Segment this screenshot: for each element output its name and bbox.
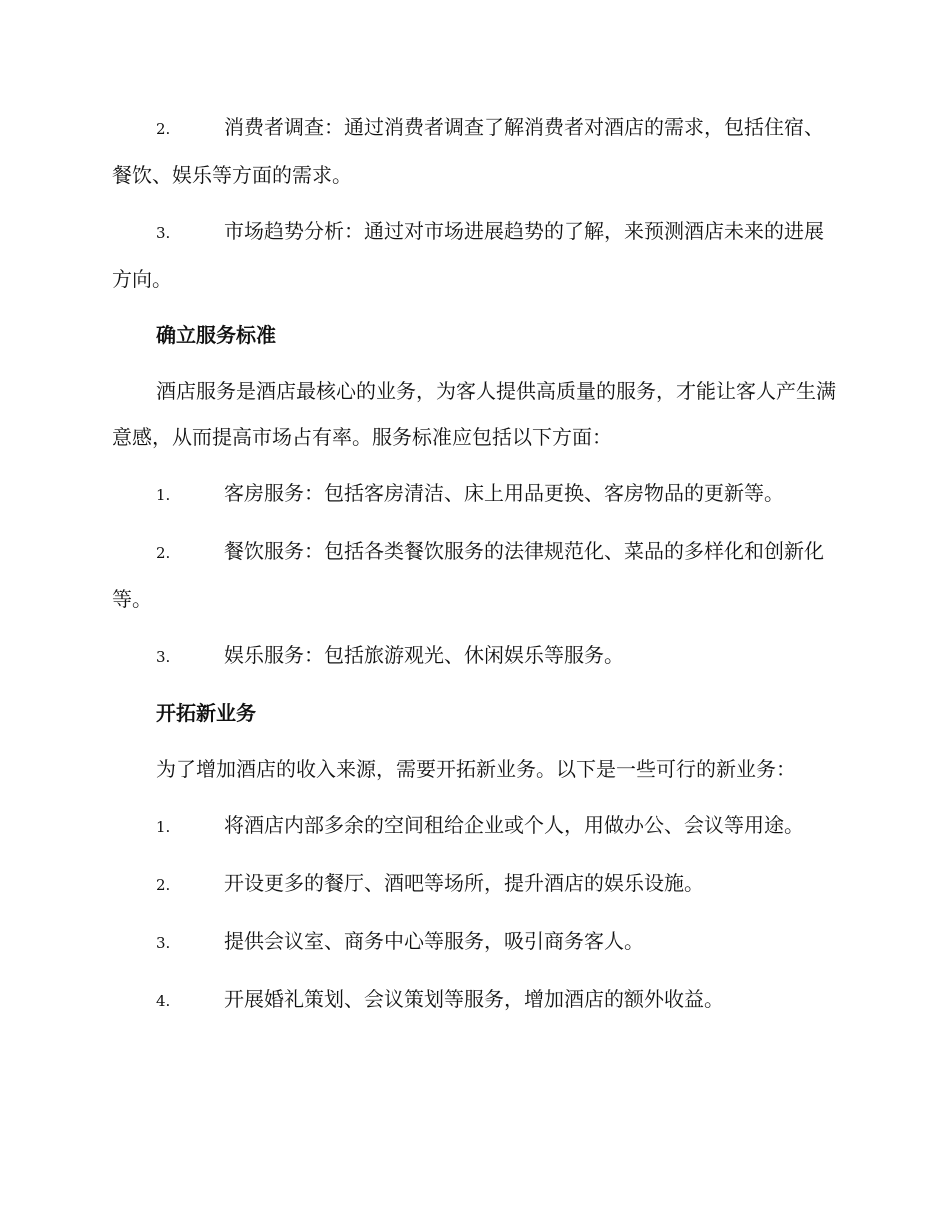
list-number: 2. <box>156 544 171 562</box>
document-body <box>112 104 838 1034</box>
list-item <box>112 208 838 302</box>
list-number: 1. <box>156 486 171 504</box>
list-item <box>112 802 838 850</box>
list-item-text: 消费者调查：通过消费者调查了解消费者对酒店的需求，包括住宿、餐饮、娱乐等方面的需求。 <box>112 115 824 187</box>
list-number: 3. <box>156 224 171 242</box>
list-item <box>112 470 838 518</box>
list-number: 3. <box>156 934 171 952</box>
list-number: 1. <box>156 818 171 836</box>
list-number: 2. <box>156 876 171 894</box>
list-item <box>112 918 838 966</box>
list-item-text: 将酒店内部多余的空间租给企业或个人，用做办公、会议等用途。 <box>224 813 804 837</box>
list-item <box>112 528 838 622</box>
list-item <box>112 632 838 680</box>
list-item-text: 娱乐服务：包括旅游观光、休闲娱乐等服务。 <box>224 643 624 667</box>
list-item-text: 客房服务：包括客房清洁、床上用品更换、客房物品的更新等。 <box>224 481 784 505</box>
list-number: 4. <box>156 992 171 1010</box>
list-item <box>112 104 838 198</box>
list-item <box>112 976 838 1024</box>
section-heading-service-standards: 确立服务标准 <box>156 323 276 347</box>
list-item-text: 开展婚礼策划、会议策划等服务，增加酒店的额外收益。 <box>224 987 724 1011</box>
list-item-text: 提供会议室、商务中心等服务，吸引商务客人。 <box>224 929 644 953</box>
list-item-text: 市场趋势分析：通过对市场进展趋势的了解，来预测酒店未来的进展方向。 <box>112 219 824 291</box>
section-heading-new-business: 开拓新业务 <box>156 701 256 725</box>
list-number: 2. <box>156 120 171 138</box>
list-item <box>112 860 838 908</box>
paragraph: 为了增加酒店的收入来源，需要开拓新业务。以下是一些可行的新业务： <box>156 757 796 781</box>
list-item-text: 餐饮服务：包括各类餐饮服务的法律规范化、菜品的多样化和创新化等。 <box>112 539 824 611</box>
paragraph: 酒店服务是酒店最核心的业务，为客人提供高质量的服务，才能让客人产生满意感，从而提高市场占有率。服务标准应包括以下方面： <box>112 379 836 449</box>
list-item-text: 开设更多的餐厅、酒吧等场所，提升酒店的娱乐设施。 <box>224 871 704 895</box>
list-number: 3. <box>156 648 171 666</box>
